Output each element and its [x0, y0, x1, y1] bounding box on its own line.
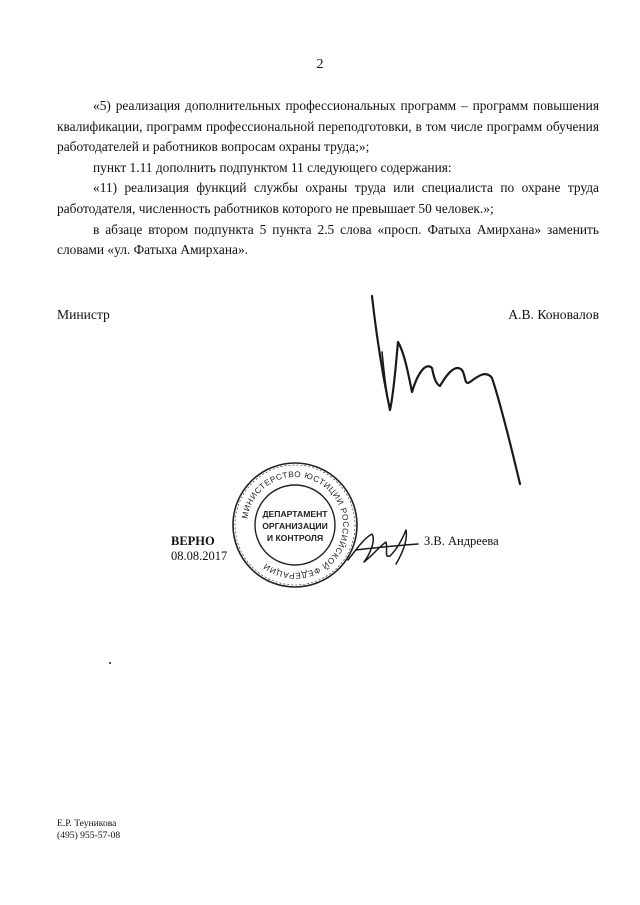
certifier-signature	[342, 520, 422, 570]
paragraph-subpoint-5: «5) реализация дополнительных профессиональных программ – программ повышения квалификации, программ профессиональной переподготовки, в том числе программ обучения работодателей и работников вопросам охраны труда;»;	[57, 98, 599, 155]
certifier-name: З.В. Андреева	[424, 534, 499, 548]
paragraph-subpoint-11: «11) реализация функций службы охраны труда или специалиста по охране труда работодателя, численность работников которого не превышает 50 человек.»;	[57, 180, 599, 216]
stamp-line-2: ОРГАНИЗАЦИИ	[262, 521, 328, 531]
executor-name: Е.Р. Теуникова	[57, 818, 117, 829]
document-body	[57, 96, 599, 261]
stamp-ring-text: МИНИСТЕРСТВО ЮСТИЦИИ РОССИЙСКОЙ ФЕДЕРАЦИИ	[240, 469, 351, 581]
executor-info	[57, 818, 120, 841]
department-stamp	[230, 460, 360, 590]
certification-date: 08.08.2017	[171, 549, 228, 563]
scan-speck	[109, 662, 111, 664]
stamp-line-1: ДЕПАРТАМЕНТ	[262, 509, 328, 519]
paragraph-amend-2-5: в абзаце втором подпункта 5 пункта 2.5 слова «просп. Фатыха Амирхана» заменить словами «ул. Фатыха Амирхана».	[57, 221, 599, 258]
certification-block	[171, 534, 227, 564]
stamp-line-3: И КОНТРОЛЯ	[266, 533, 324, 543]
paragraph-amend-1-11: пункт 1.11 дополнить подпунктом 11 следующего содержания:	[93, 159, 452, 175]
page-number: 2	[316, 57, 324, 72]
certification-label: ВЕРНО	[171, 534, 215, 548]
signatory-name: А.В. Коновалов	[508, 307, 599, 322]
signatory-title: Министр	[57, 307, 110, 322]
executor-phone: (495) 955-57-08	[57, 829, 121, 841]
